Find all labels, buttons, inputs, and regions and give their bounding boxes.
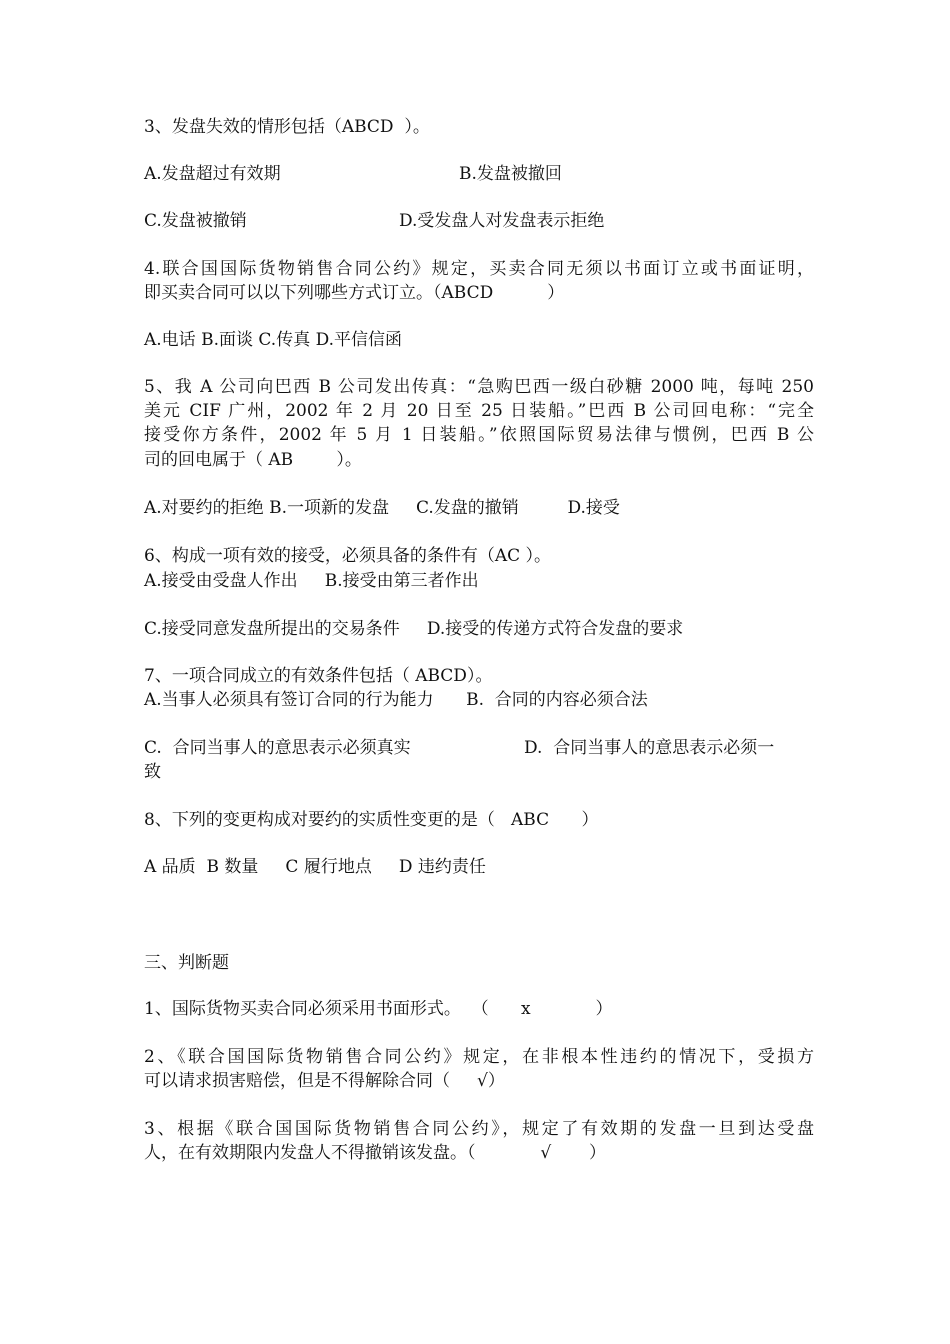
question-6-options-ab: A.接受由受盘人作出 B.接受由第三者作出	[144, 571, 479, 591]
question-7-options-ab: A.当事人必须具有签订合同的行为能力 B. 合同的内容必须合法	[144, 690, 648, 710]
judgment-2-line-2: 可以请求损害赔偿，但是不得解除合同（ √）	[144, 1071, 505, 1091]
question-6-options-cd: C.接受同意发盘所提出的交易条件 D.接受的传递方式符合发盘的要求	[144, 619, 684, 639]
question-6-stem: 6、构成一项有效的接受，必须具备的条件有（AC ）。	[144, 546, 552, 566]
judgment-3-line-2: 人，在有效期限内发盘人不得撤销该发盘。（ √ ）	[144, 1143, 607, 1163]
question-3-option-c: C.发盘被撤销	[144, 211, 247, 231]
judgment-3-line-1: 3、根据《联合国国际货物销售合同公约》，规定了有效期的发盘一旦到达受盘	[144, 1119, 814, 1139]
question-4-stem-line-1: 4.联合国国际货物销售合同公约》规定，买卖合同无须以书面订立或书面证明，	[144, 259, 814, 279]
question-8-options: A 品质 B 数量 C 履行地点 D 违约责任	[144, 857, 486, 877]
question-4-stem-line-2: 即买卖合同可以以下列哪些方式订立。（ABCD ）	[144, 283, 565, 303]
question-3-option-a: A.发盘超过有效期	[144, 164, 281, 184]
judgment-1: 1、国际货物买卖合同必须采用书面形式。 （ x ）	[144, 999, 613, 1019]
question-5-options: A.对要约的拒绝 B.一项新的发盘 C.发盘的撤销 D.接受	[144, 498, 620, 518]
question-8-stem: 8、下列的变更构成对要约的实质性变更的是（ ABC ）	[144, 810, 599, 830]
judgment-2-line-1: 2、《联合国国际货物销售合同公约》规定，在非根本性违约的情况下，受损方	[144, 1047, 814, 1067]
question-5-stem-line-3: 接受你方条件，2002 年 5 月 1 日装船。”依照国际贸易法律与惯例，巴西 B 公	[144, 425, 814, 445]
question-5-stem-line-1: 5、我 A 公司向巴西 B 公司发出传真：“急购巴西一级白砂糖 2000 吨，每吨 250	[144, 377, 814, 397]
question-4-options: A.电话 B.面谈 C.传真 D.平信信函	[144, 330, 403, 350]
section-3-heading: 三、判断题	[144, 953, 229, 973]
question-7-stem: 7、一项合同成立的有效条件包括（ ABCD）。	[144, 666, 493, 686]
question-5-stem-line-2: 美元 CIF 广州，2002 年 2 月 20 日至 25 日装船。”巴西 B 公司回电称：“完全	[144, 401, 814, 421]
question-7-option-d: D. 合同当事人的意思表示必须一	[524, 738, 775, 758]
question-3-option-b: B.发盘被撤回	[459, 164, 562, 184]
question-3-stem: 3、发盘失效的情形包括（ABCD ）。	[144, 117, 430, 137]
question-7-option-c: C. 合同当事人的意思表示必须真实	[144, 738, 411, 758]
question-5-stem-line-4: 司的回电属于（ AB ）。	[144, 450, 362, 470]
question-7-option-d-continued: 致	[144, 762, 161, 782]
question-3-option-d: D.受发盘人对发盘表示拒绝	[399, 211, 605, 231]
